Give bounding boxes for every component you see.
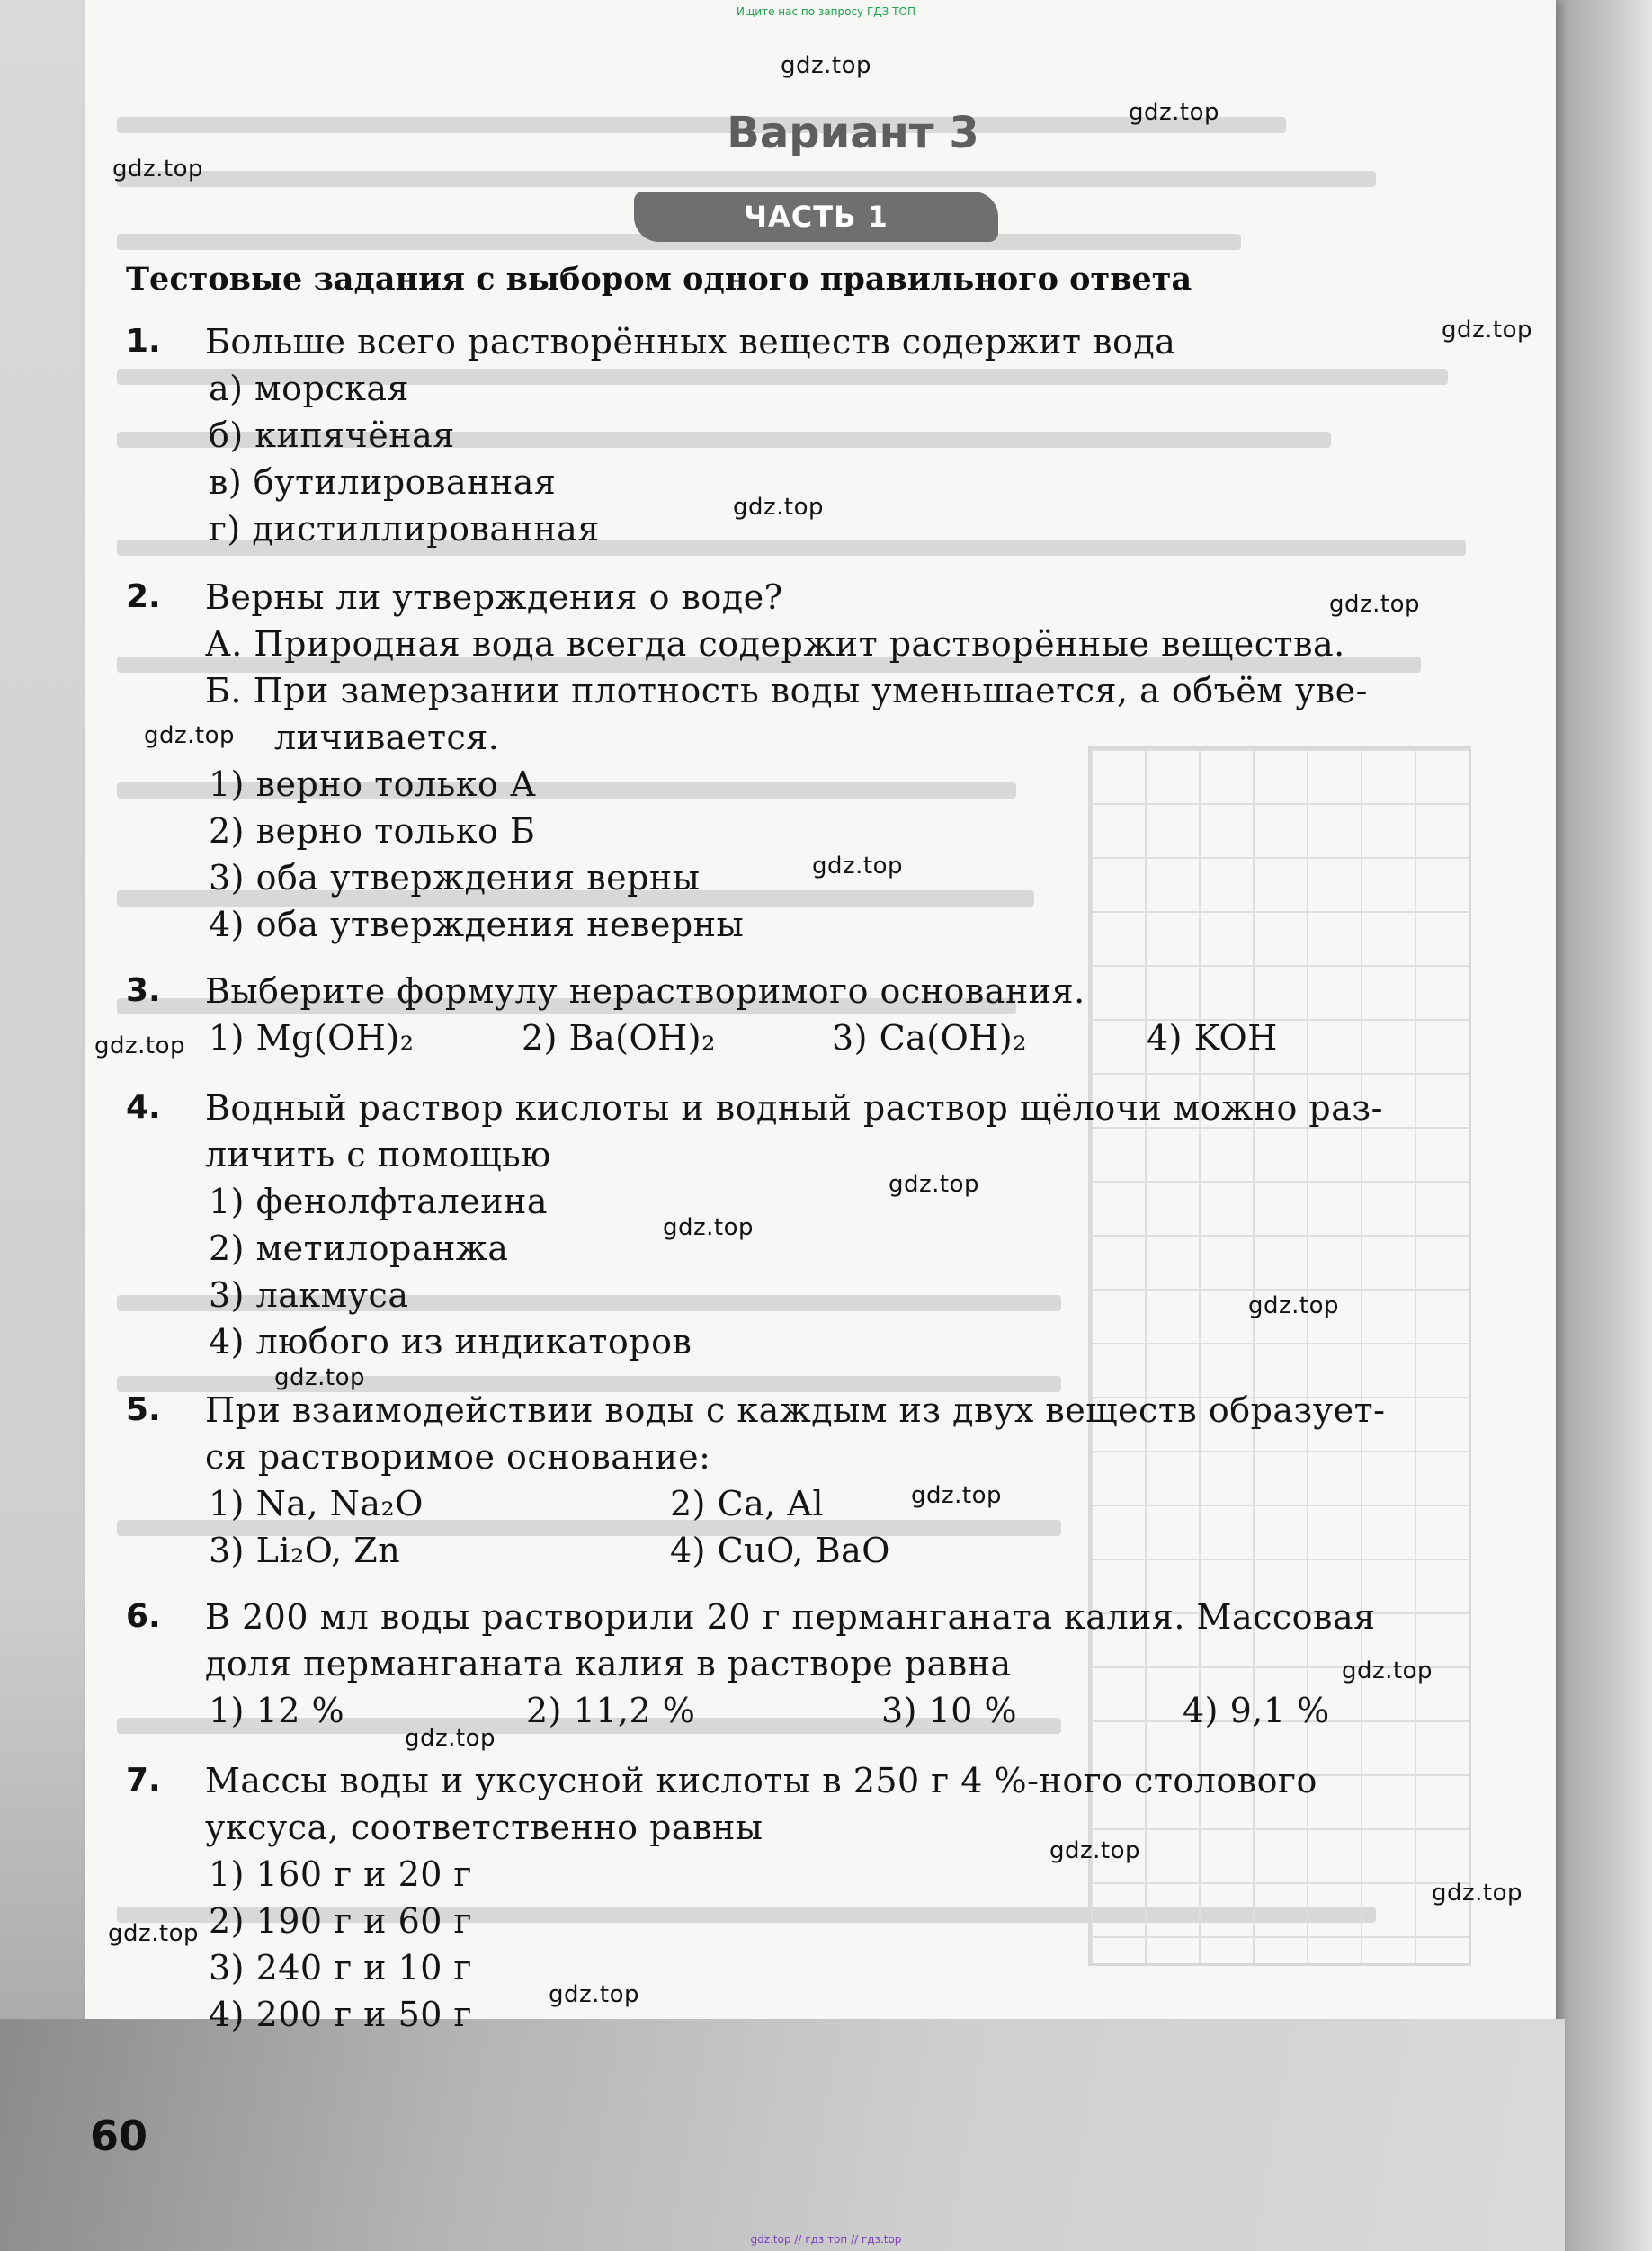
watermark: gdz.top	[1129, 99, 1220, 126]
question-number: 5.	[126, 1391, 161, 1428]
question-1	[126, 318, 1511, 552]
watermark: gdz.top	[1049, 1837, 1141, 1864]
answer-option: 3) Li₂O, Zn	[209, 1531, 401, 1570]
watermark: gdz.top	[405, 1725, 496, 1752]
answer-option: 4) KOH	[1147, 1018, 1278, 1058]
answer-option: 3) Ca(OH)₂	[832, 1018, 1027, 1058]
watermark: gdz.top	[733, 494, 825, 521]
statement-b-continued: личивается.	[274, 718, 500, 757]
question-number: 2.	[126, 578, 161, 615]
watermark: gdz.top	[1432, 1880, 1523, 1907]
answer-option: 2) Ca, Al	[670, 1484, 825, 1523]
question-6	[126, 1594, 1511, 1734]
answer-option: а) морская	[209, 369, 409, 408]
answer-option: 4) любого из индикаторов	[209, 1322, 692, 1362]
answer-option: 2) 11,2 %	[526, 1691, 696, 1730]
answer-option: б) кипячёная	[209, 415, 455, 455]
section-heading: Тестовые задания с выбором одного правильного ответа	[126, 261, 1192, 298]
answer-option: 4) оба утверждения неверны	[209, 905, 745, 944]
question-text: При взаимодействии воды с каждым из двух веществ образует-	[205, 1390, 1386, 1430]
answer-option: 1) фенолфталеина	[209, 1182, 549, 1221]
question-number: 7.	[126, 1762, 161, 1799]
answer-option: 2) 190 г и 60 г	[209, 1901, 472, 1941]
watermark: gdz.top	[112, 156, 204, 183]
question-text: Верны ли утверждения о воде?	[205, 577, 783, 617]
watermark: gdz.top	[663, 1214, 755, 1241]
watermark: gdz.top	[1442, 317, 1533, 344]
page-bottom-shadow	[0, 2019, 1565, 2251]
answer-option: 4) 200 г и 50 г	[209, 1995, 472, 2034]
question-text: Выберите формулу нерастворимого основания.	[205, 971, 1085, 1011]
question-number: 1.	[126, 323, 161, 360]
question-5	[126, 1387, 1511, 1574]
watermark: gdz.top	[94, 1032, 186, 1059]
top-search-note: Ищите нас по запросу ГДЗ ТОП	[737, 5, 915, 18]
watermark: gdz.top	[108, 1920, 200, 1947]
question-text-continued: ся растворимое основание:	[205, 1437, 711, 1477]
variant-title: Вариант 3	[727, 108, 979, 158]
question-4	[126, 1085, 1511, 1365]
watermark: gdz.top	[1342, 1657, 1433, 1684]
answer-option: 4) 9,1 %	[1183, 1691, 1330, 1730]
answer-option: 3) оба утверждения верны	[209, 858, 701, 898]
watermark: gdz.top	[1248, 1292, 1340, 1319]
statement-b: Б. При замерзании плотность воды уменьшается, а объём уве-	[205, 671, 1368, 710]
page-number: 60	[90, 2112, 148, 2160]
watermark: gdz.top	[549, 1981, 640, 2008]
bottom-footer-note: gdz.top // гдз топ // гдз.top	[750, 2233, 902, 2246]
watermark: gdz.top	[781, 52, 872, 79]
watermark: gdz.top	[812, 853, 904, 880]
watermark: gdz.top	[274, 1364, 366, 1391]
question-text: В 200 мл воды растворили 20 г перманганата калия. Массовая	[205, 1597, 1376, 1637]
question-text-continued: доля перманганата калия в растворе равна	[205, 1644, 1012, 1684]
answer-option: 1) Na, Na₂O	[209, 1484, 424, 1523]
answer-option: 2) Ba(OH)₂	[522, 1018, 716, 1058]
watermark: gdz.top	[911, 1482, 1003, 1509]
answer-option: в) бутилированная	[209, 462, 557, 502]
answer-option: 1) Mg(OH)₂	[209, 1018, 415, 1058]
answer-option: 3) 10 %	[881, 1691, 1018, 1730]
question-7	[126, 1757, 1511, 2038]
answer-option: 3) лакмуса	[209, 1275, 409, 1315]
watermark: gdz.top	[144, 722, 236, 749]
answer-option: 1) 12 %	[209, 1691, 345, 1730]
answer-option: 1) верно только А	[209, 764, 537, 804]
question-text-continued: личить с помощью	[205, 1135, 551, 1175]
question-text: Водный раствор кислоты и водный раствор щёлочи можно раз-	[205, 1088, 1383, 1128]
watermark: gdz.top	[1329, 591, 1421, 618]
question-number: 3.	[126, 972, 161, 1009]
answer-option: 2) метилоранжа	[209, 1228, 509, 1268]
answer-option: 4) CuO, BaO	[670, 1531, 890, 1570]
question-3	[126, 968, 1511, 1061]
answer-option: г) дистиллированная	[209, 509, 600, 549]
question-number: 6.	[126, 1598, 161, 1635]
answer-option: 1) 160 г и 20 г	[209, 1854, 472, 1894]
question-text-continued: уксуса, соответственно равны	[205, 1808, 763, 1847]
question-2	[126, 574, 1511, 948]
watermark: gdz.top	[889, 1171, 980, 1198]
answer-option: 2) верно только Б	[209, 811, 536, 851]
statement-a: А. Природная вода всегда содержит растворённые вещества.	[205, 624, 1345, 664]
question-number: 4.	[126, 1089, 161, 1126]
question-text: Массы воды и уксусной кислоты в 250 г 4 %-ного столового	[205, 1761, 1317, 1800]
next-page-edge	[1556, 0, 1652, 2251]
answer-option: 3) 240 г и 10 г	[209, 1948, 472, 1987]
part-label: ЧАСТЬ 1	[634, 192, 998, 242]
question-text: Больше всего растворённых веществ содержит вода	[205, 322, 1176, 362]
